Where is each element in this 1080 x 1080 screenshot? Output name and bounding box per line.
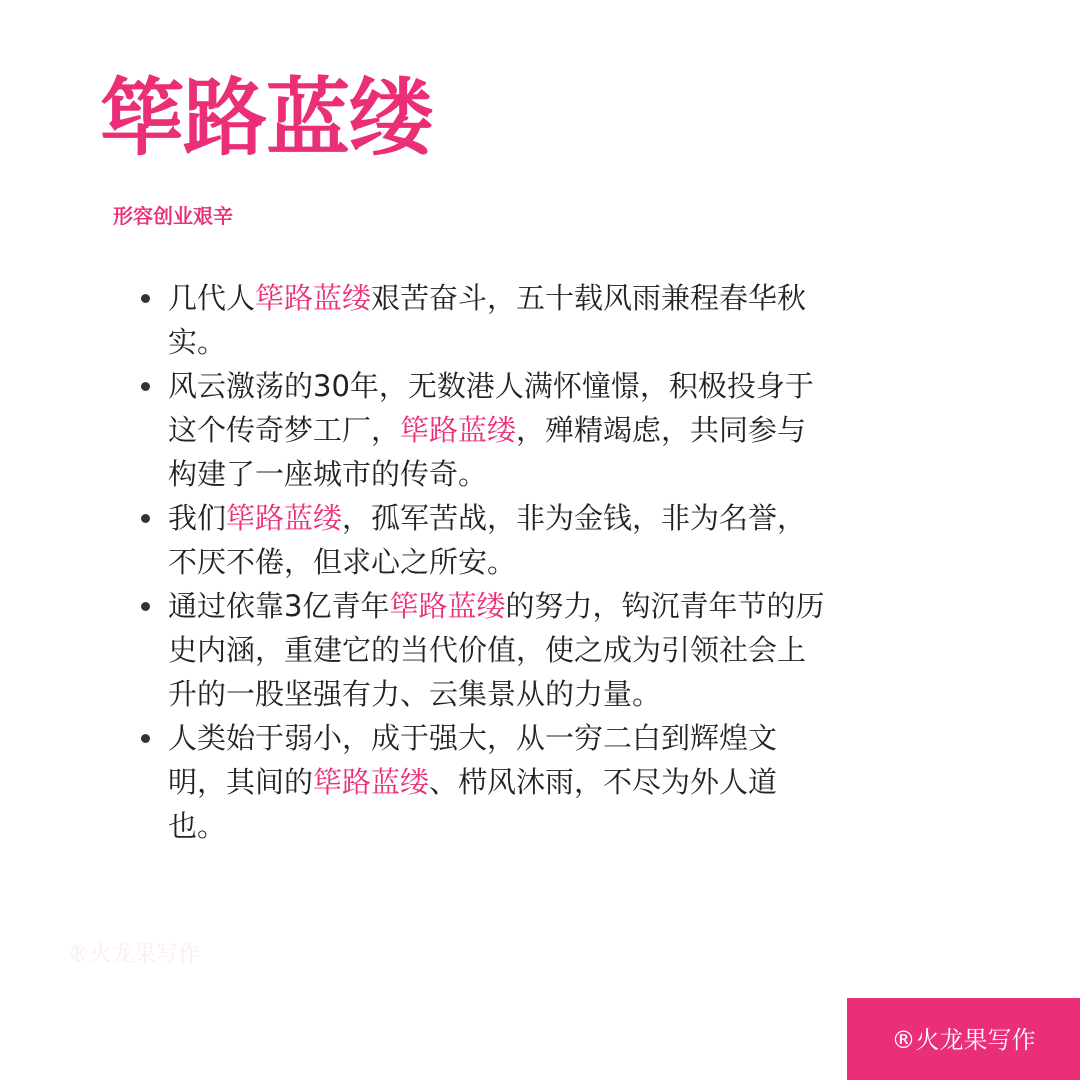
sentence-text: 风云激荡的30年，无数港人满怀憧憬，积极投身于这个传奇梦工厂， xyxy=(168,369,814,447)
example-sentence-list xyxy=(168,276,828,848)
list-item xyxy=(168,496,828,584)
list-item xyxy=(168,276,828,364)
page-title: 筚路蓝缕 xyxy=(100,69,433,167)
sentence-text: 几代人 xyxy=(168,281,256,315)
highlighted-term: 筚路蓝缕 xyxy=(255,281,372,315)
sentence-text: 的努力，钩沉青年节的历史内涵，重建它的当代价值，使之成为引领社会上升的一股坚强有力、云集景从的力量。 xyxy=(168,589,825,711)
brand-label: ®火龙果写作 xyxy=(891,1026,1036,1054)
highlighted-term: 筚路蓝缕 xyxy=(389,589,506,623)
watermark-text: ®火龙果写作 xyxy=(68,942,201,967)
sentence-text: 通过依靠3亿青年 xyxy=(168,589,390,623)
list-item xyxy=(168,716,828,848)
sentence-text: ，殚精竭虑，共同参与构建了一座城市的传奇。 xyxy=(168,413,807,491)
sentence-text: 我们 xyxy=(168,501,227,535)
list-item xyxy=(168,584,828,716)
sentence-text: ，孤军苦战，非为金钱，非为名誉，不厌不倦，但求心之所安。 xyxy=(168,501,807,579)
brand-badge xyxy=(847,998,1080,1080)
sentence-text: 人类始于弱小，成于强大，从一穷二白到辉煌文明，其间的 xyxy=(168,721,778,799)
page-subtitle: 形容创业艰辛 xyxy=(113,204,233,228)
sentence-text: 艰苦奋斗，五十载风雨兼程春华秋实。 xyxy=(168,281,807,359)
sentence-text: 、栉风沐雨，不尽为外人道也。 xyxy=(168,765,778,843)
list-item xyxy=(168,364,828,496)
highlighted-term: 筚路蓝缕 xyxy=(400,413,517,447)
highlighted-term: 筚路蓝缕 xyxy=(226,501,343,535)
highlighted-term: 筚路蓝缕 xyxy=(313,765,430,799)
